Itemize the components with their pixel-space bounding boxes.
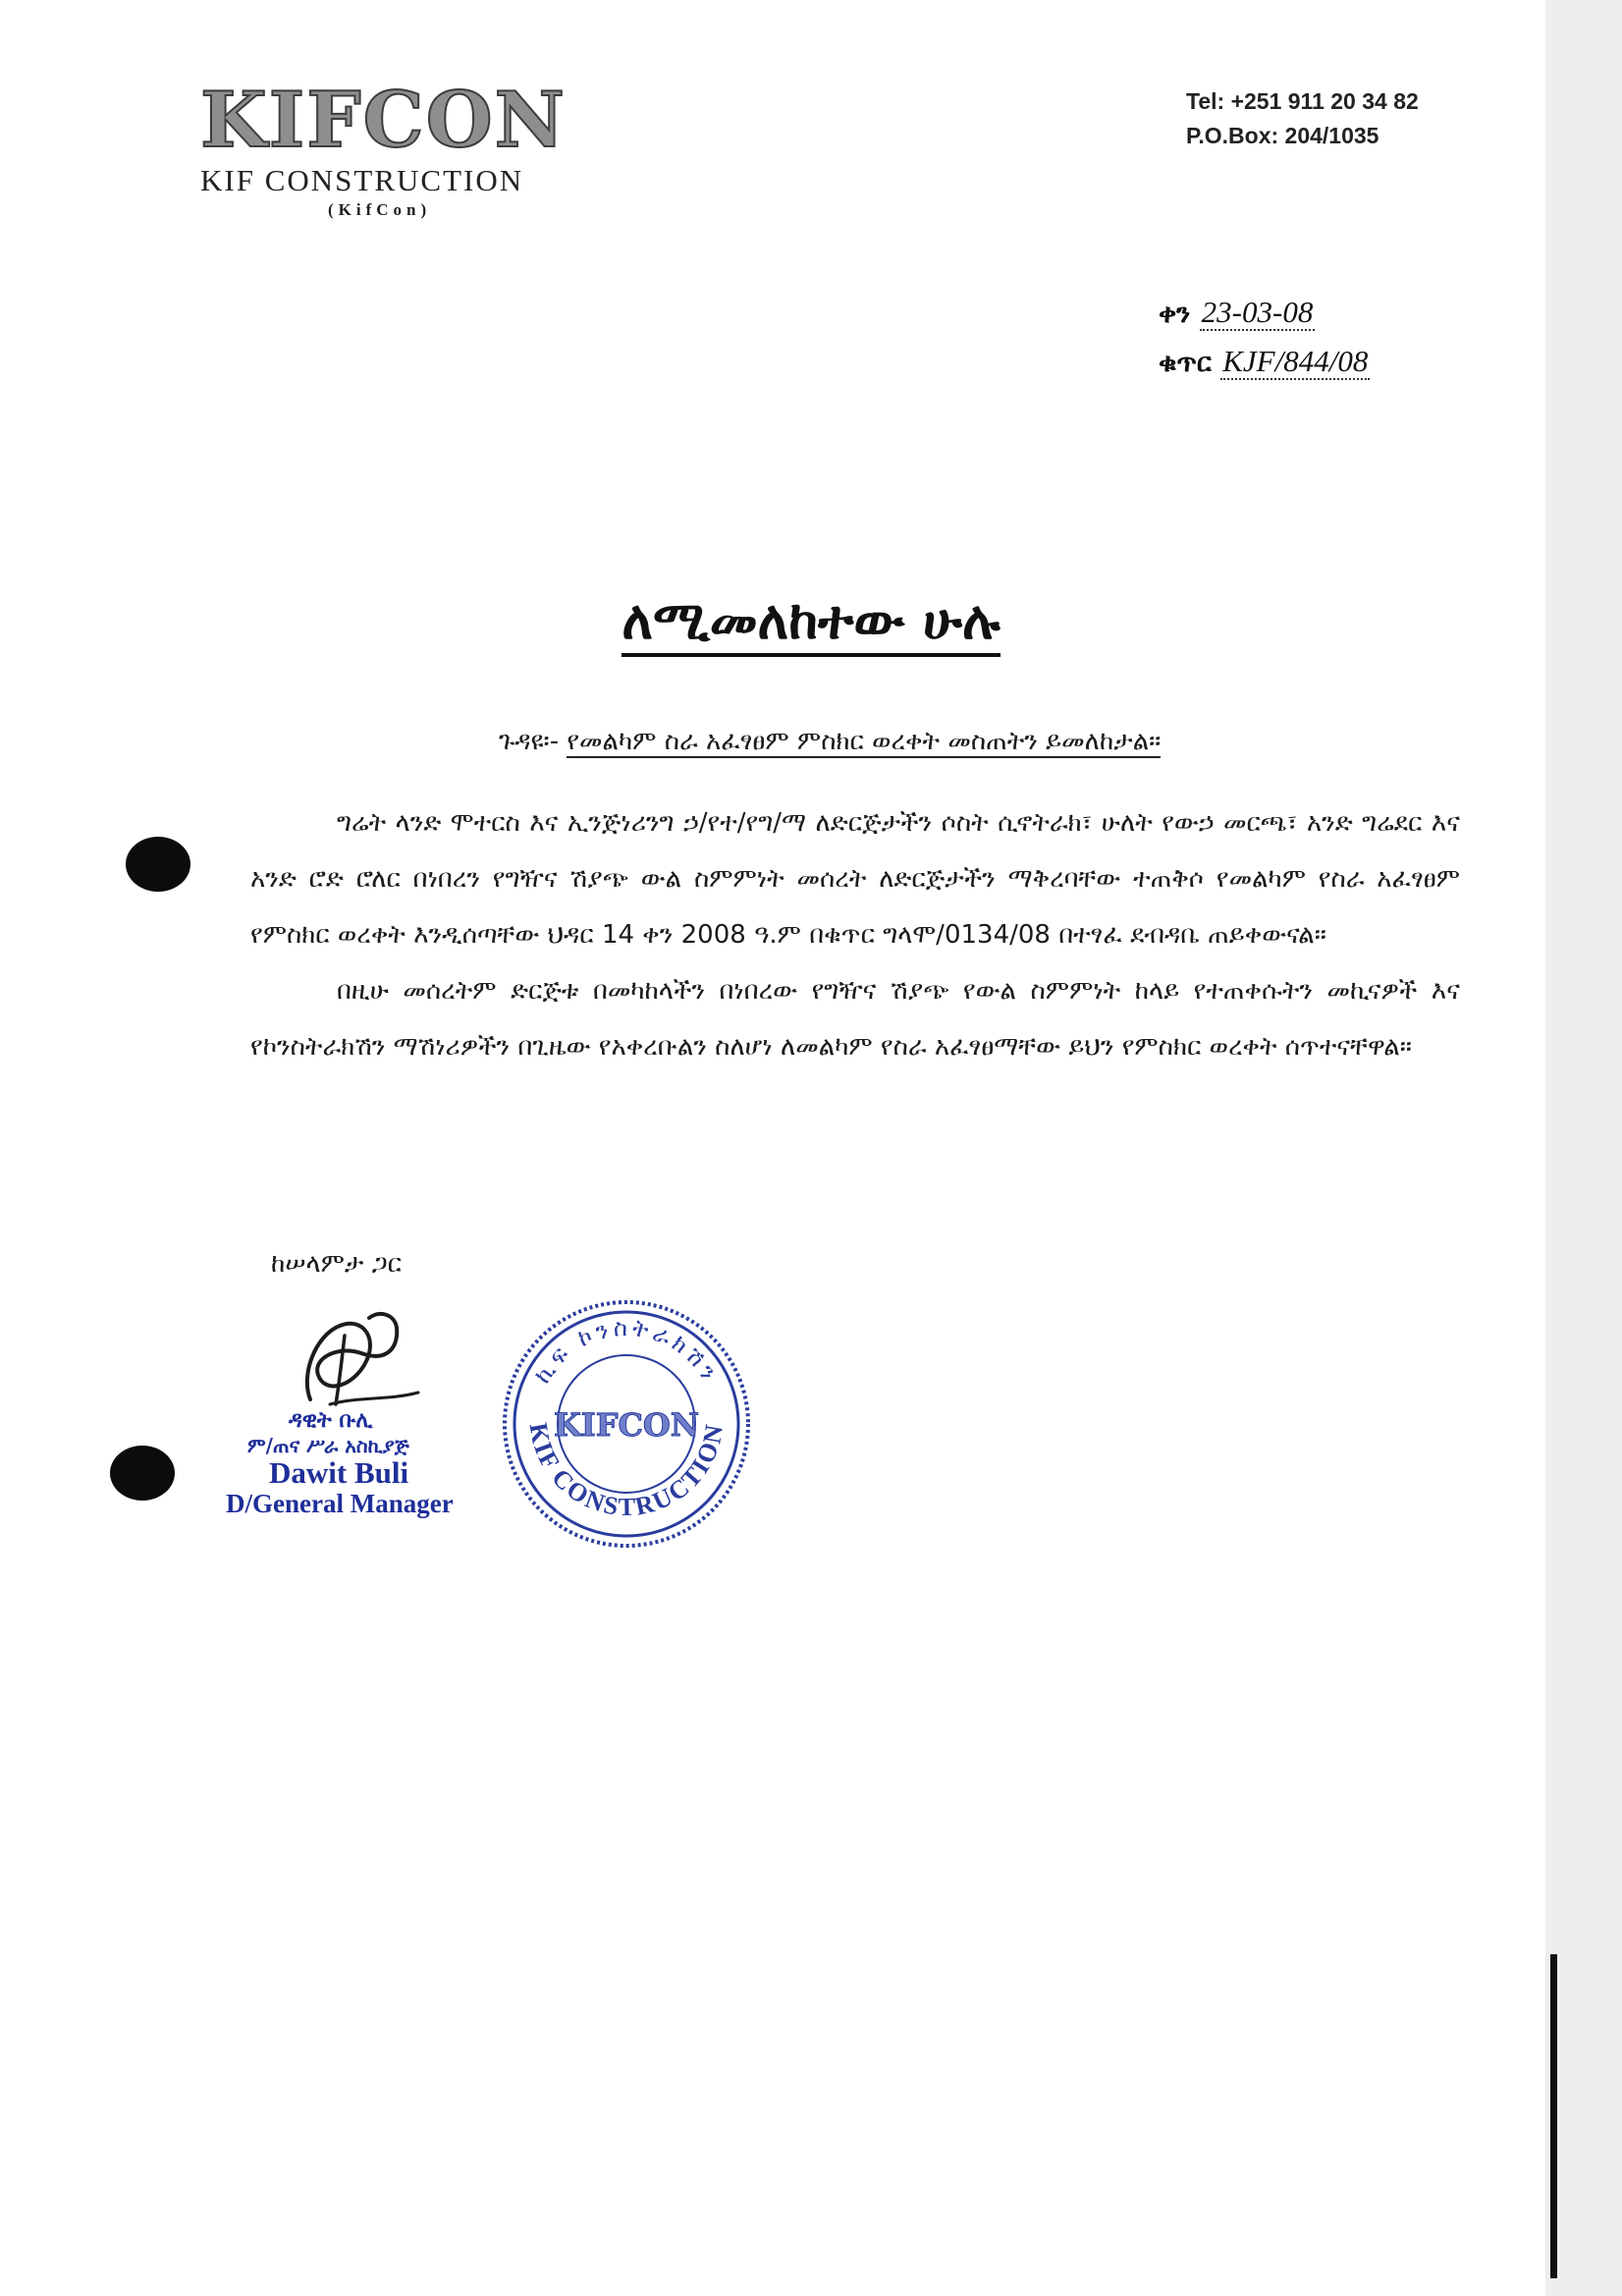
contact-info (1186, 84, 1419, 153)
signatory-name-amharic: ዳዊት ቡሊ (289, 1408, 373, 1433)
reference-value: KJF/844/08 (1222, 344, 1369, 378)
punch-hole-top (126, 837, 190, 892)
reference-label: ቁጥር (1159, 348, 1212, 378)
subject-line (499, 727, 1161, 757)
closing-salutation: ከሠላምታ ጋር (271, 1249, 403, 1279)
scan-edge-line (1550, 1954, 1557, 2278)
body-paragraph-1: ግሬት ላንድ ሞተርስ እና ኢንጅነሪንግ ኃ/የተ/የግ/ማ ለድርጅታችን ሶስት ሲኖትራክ፣ ሁለት የውኃ መርጫ፣ አንድ ግሬደር እና አንድ ሮድ ሮለር በነበረን የግዥና ሽያጭ ውል ስምምነት መሰረት ለድርጅታችን ማቅረባቸው ተጠቅሶ የመልካም የስራ አፈፃፀም የምስክር ወረቀት እንዲሰጣቸው ህዳር 14 ቀን 2008 ዓ.ም በቁጥር ግላሞ/0134/08 በተፃፈ ደብዳቤ ጠይቀውናል። (250, 808, 1460, 950)
signatory-name: Dawit Buli (269, 1455, 409, 1490)
logo-wordmark: KIFCON (200, 76, 567, 165)
seal-center-logo: KIFCON (553, 1406, 700, 1444)
letter-body (250, 795, 1460, 1075)
title-text: ለሚመለከተው ሁሉ (622, 589, 1000, 657)
punch-hole-bottom (110, 1446, 175, 1501)
date-label: ቀን (1159, 299, 1191, 329)
date-line (1159, 295, 1315, 330)
subject-text: የመልካም ስራ አፈፃፀም ምስክር ወረቀት መስጠትን ይመለከታል። (567, 727, 1162, 756)
company-seal-stamp (499, 1296, 754, 1552)
signatory-role: D/General Manager (226, 1489, 454, 1518)
date-value: 23-03-08 (1201, 295, 1314, 329)
scan-page-edge (1545, 0, 1622, 2296)
subject-label: ጉዳዩ፡- (499, 727, 560, 756)
signature-block (222, 1306, 487, 1542)
telephone: Tel: +251 911 20 34 82 (1186, 88, 1419, 114)
seal-bottom-text: KIF CONSTRUCTION (523, 1420, 730, 1522)
company-name: KIF CONSTRUCTION (200, 163, 524, 197)
svg-text:ኪፍ ኮንስትራክሽን (528, 1314, 725, 1389)
letter-title (0, 589, 1622, 652)
signatory-role-amharic: ም/ጠና ሥራ አስኪያጅ (247, 1434, 409, 1457)
body-paragraph-2: በዚሁ መሰረትም ድርጅቱ በመካከላችን በነበረው የግዥና ሽያጭ የውል ስምምነት ከላይ የተጠቀሱትን መኪናዎች እና የኮንስትራክሽን ማሽነሪዎችን በጊዜው የአቀረቡልን ስለሆነ ለመልካም የስራ አፈፃፀማቸው ይህን የምስክር ወረቀት ሰጥተናቸዋል። (250, 976, 1460, 1062)
company-abbreviation: (KifCon) (328, 200, 432, 219)
seal-top-text: ኪፍ ኮንስትራክሽን (528, 1313, 726, 1389)
po-box: P.O.Box: 204/1035 (1186, 123, 1379, 148)
company-logo (200, 76, 613, 220)
reference-number-line (1159, 344, 1370, 379)
handwritten-signature (271, 1306, 438, 1424)
